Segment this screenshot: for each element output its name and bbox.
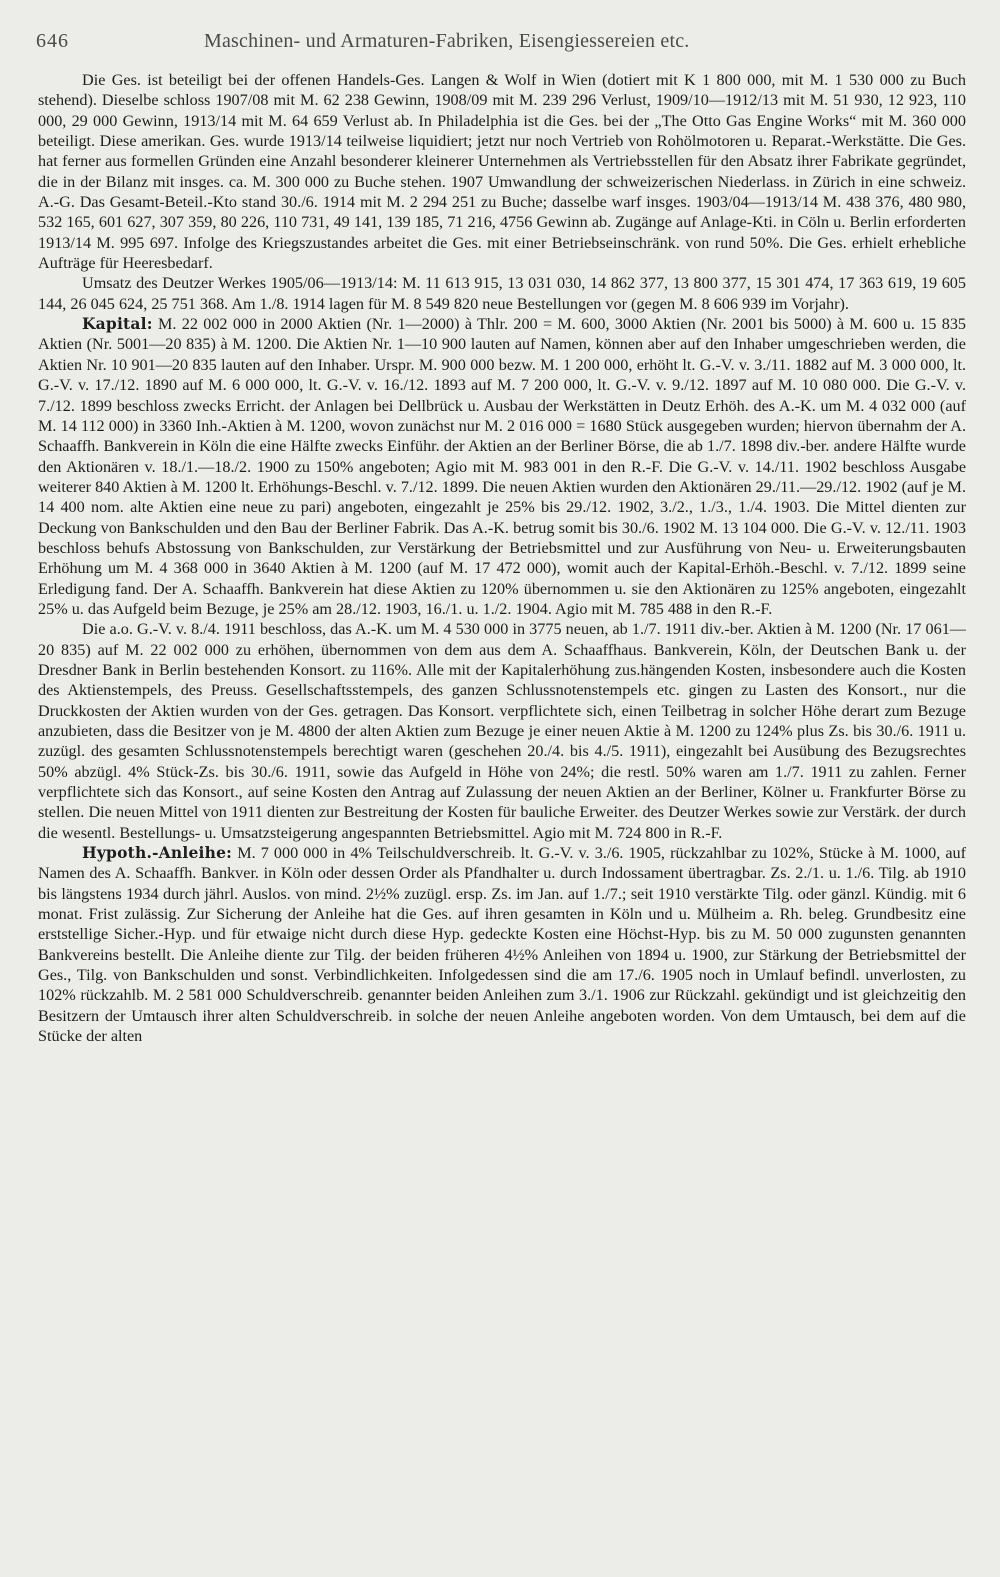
paragraph-text: Umsatz des Deutzer Werkes 1905/06—1913/14: M. 11 613 915, 13 031 030, 14 862 377, 13 800 377, 15 301 474, 17 363 619, 19 605 144, 26 045 624, 25 751 368. Am 1./8. 1914 lagen für M. 8 549 820 neue Bestellungen vor (gegen M. 8 606 939 im Vorjahr).	[38, 274, 966, 313]
paragraph-kapitalerhoehung-1911	[38, 619, 966, 843]
page-header	[36, 30, 966, 60]
section-label-hypoth-anleihe: Hypoth.-Anleihe:	[82, 843, 233, 863]
page-number: 646	[36, 30, 69, 52]
running-title: Maschinen- und Armaturen-Fabriken, Eisengiessereien etc.	[204, 30, 690, 52]
paragraph-text: M. 22 002 000 in 2000 Aktien (Nr. 1—2000) à Thlr. 200 = M. 600, 3000 Aktien (Nr. 2001 bis 5000) à M. 600 u. 15 835 Aktien (Nr. 5001—20 835) à M. 1200. Die Aktien Nr. 1—10 900 lauten auf Namen, können aber auf den Inhaber umgeschrieben werden, die Aktien Nr. 10 901—20 835 lauten auf den Inhaber. Urspr. M. 900 000 bezw. M. 1 200 000, erhöht lt. G.-V. v. 3./11. 1882 auf M. 3 000 000, lt. G.-V. v. 17./12. 1890 auf M. 6 000 000, lt. G.-V. v. 16./12. 1893 auf M. 7 200 000, lt. G.-V. v. 9./12. 1897 auf M. 10 080 000. Die G.-V. v. 7./12. 1899 beschloss zwecks Erricht. der Anlagen bei Dellbrück u. Ausbau der Werkstätten in Deutz Erhöh. des A.-K. um M. 4 032 000 (auf M. 14 112 000) in 3360 Inh.-Aktien à M. 1200, wovon zunächst nur M. 2 016 000 = 1680 Stück ausgegeben wurden; hiervon übernahm der A. Schaaffh. Bankverein in Köln die eine Hälfte zwecks Einführ. der Aktien an der Berliner Börse, die ab 1./7. 1898 div.-ber. andere Hälfte wurde den Aktionären v. 18./1.—18./2. 1900 zu 150% angeboten; Agio mit M. 983 001 in den R.-F. Die G.-V. v. 14./11. 1902 beschloss Ausgabe weiterer 840 Aktien à M. 1200 lt. Erhöhungs-Beschl. v. 7./12. 1899. Die neuen Aktien wurden den Aktionären 29./11.—29./12. 1902 (auf je M. 14 400 nom. alte Aktien eine neue zu pari) angeboten, eingezahlt je 25% bis 29./12. 1902, 3./2., 1./3., 1./4. 1903. Die Mittel dienten zur Deckung von Bankschulden und den Bau der Berliner Fabrik. Das A.-K. betrug somit bis 30./6. 1902 M. 13 104 000. Die G.-V. v. 12./11. 1903 beschloss behufs Abstossung von Bankschulden, zur Verstärkung der Betriebsmittel und zur Ausführung von Neu- u. Erweiterungsbauten Erhöhung um M. 4 368 000 in 3640 Aktien à M. 1200 (auf M. 17 472 000), womit auch der Kapital-Erhöh.-Beschl. v. 7./12. 1899 seine Erledigung fand. Der A. Schaaffh. Bankverein hat diese Aktien zu 120% übernommen u. sie den Aktionären zu 125% angeboten, eingezahlt 25% u. das Aufgeld beim Bezuge, je 25% am 28./12. 1903, 16./1. u. 1./2. 1904. Agio mit M. 785 488 in den R.-F.	[38, 315, 967, 618]
section-label-kapital: Kapital:	[82, 314, 153, 334]
body-text	[38, 70, 966, 1570]
paragraph-text: Die Ges. ist beteiligt bei der offenen Handels-Ges. Langen & Wolf in Wien (dotiert mit K 1 800 000, mit M. 1 530 000 zu Buch stehend). Dieselbe schloss 1907/08 mit M. 62 238 Gewinn, 1908/09 mit M. 239 296 Verlust, 1909/10—1912/13 mit M. 51 930, 12 923, 110 000, 29 000 Gewinn, 1913/14 mit M. 64 659 Verlust ab. In Philadelphia ist die Ges. bei der „The Otto Gas Engine Works“ mit M. 360 000 beteiligt. Diese amerikan. Ges. wurde 1913/14 teilweise liquidiert; jetzt nur noch Vertrieb von Rohölmotoren u. Reparat.-Werkstätte. Die Ges. hat ferner aus formellen Gründen eine Anzahl besonderer kleinerer Unternehmen als Vertriebsstellen für den Absatz ihrer Fabrikate gegründet, die in der Bilanz mit insges. ca. M. 300 000 zu Buche stehen. 1907 Umwandlung der schweizerischen Niederlass. in Zürich in eine schweiz. A.-G. Das Gesamt-Beteil.-Kto stand 30./6. 1914 mit M. 2 294 251 zu Buche; dasselbe warf insges. 1903/04—1913/14 M. 438 376, 480 980, 532 165, 601 627, 307 359, 80 226, 110 731, 49 141, 139 185, 71 216, 4756 Gewinn ab. Zugänge auf Anlage-Kti. in Cöln u. Berlin erforderten 1913/14 M. 995 697. Infolge des Kriegszustandes arbeitet die Ges. mit einer Betriebseinschränk. von rund 50%. Die Ges. erhielt erhebliche Aufträge für Heeresbedarf.	[38, 71, 966, 273]
paragraph-kapital	[38, 314, 966, 619]
paragraph-umsatz	[38, 273, 966, 314]
paragraph-hypoth-anleihe	[38, 843, 966, 1046]
paragraph-text: Die a.o. G.-V. v. 8./4. 1911 beschloss, das A.-K. um M. 4 530 000 in 3775 neuen, ab 1./7. 1911 div.-ber. Aktien à M. 1200 (Nr. 17 061—20 835) auf M. 22 002 000 zu erhöhen, übernommen von dem aus dem A. Schaaffhaus. Bankverein, Köln, der Deutschen Bank u. der Dresdner Bank in Berlin bestehenden Konsort. zu 116%. Alle mit der Kapitalerhöhung zus.hängenden Kosten, insbesondere auch die Kosten des Aktienstempels, des Preuss. Gesellschaftsstempels, des ganzen Schlussnotenstempels etc. gingen zu Lasten des Konsort., nur die Druckkosten der Aktien wurden von der Ges. getragen. Das Konsort. verpflichtete sich, einen Teilbetrag in solcher Höhe derart zum Bezuge anzubieten, dass die Besitzer von je M. 4800 der alten Aktien zum Bezuge je einer neuen Aktie à M. 1200 zu 124% plus Zs. bis 30./6. 1911 u. zuzügl. des gesamten Schlussnotenstempels berechtigt waren (geschehen 20./4. bis 4./5. 1911), eingezahlt bei Ausübung des Bezugsrechtes 50% abzügl. 4% Stück-Zs. bis 30./6. 1911, sowie das Aufgeld in Höhe von 24%; die restl. 50% waren am 1./7. 1911 zu zahlen. Ferner verpflichtete sich das Konsort., auf seine Kosten den Antrag auf Zulassung der neuen Aktien an der Berliner, Kölner u. Frankfurter Börse zu stellen. Die neuen Mittel von 1911 dienten zur Bestreitung der Kosten für bauliche Erweiter. des Deutzer Werkes sowie zur Verstärk. der durch die wesentl. Bestellungs- u. Umsatzsteigerung angespannten Betriebsmittel. Agio mit M. 724 800 in R.-F.	[38, 620, 966, 842]
paragraph-beteiligungen	[38, 70, 966, 273]
paragraph-text: M. 7 000 000 in 4% Teilschuldverschreib. lt. G.-V. v. 3./6. 1905, rückzahlbar zu 102%, Stücke à M. 1000, auf Namen des A. Schaaffh. Bankver. in Köln oder dessen Order als Pfandhalter u. durch Indossament übertragbar. Zs. 2./1. u. 1./6. Tilg. ab 1910 bis längstens 1934 durch jährl. Auslos. von mind. 2½% zuzügl. ersp. Zs. im Jan. auf 1./7.; seit 1910 verstärkte Tilg. oder gänzl. Kündig. mit 6 monat. Frist zulässig. Zur Sicherung der Anleihe hat die Ges. auf ihren gesamten in Köln und u. Mülheim a. Rh. beleg. Grundbesitz eine erststellige Sicher.-Hyp. und für etwaige nicht durch diese Hyp. gedeckte Kosten eine Höchst-Hyp. bis zu M. 50 000 zugunsten genannten Bankvereins bestellt. Die Anleihe diente zur Tilg. der beiden früheren 4½% Anleihen von 1894 u. 1900, zur Stärkung der Betriebsmittel der Ges., Tilg. von Bankschulden und sonst. Verbindlichkeiten. Infolgedessen sind die am 17./6. 1905 noch in Umlauf befindl. unverlosten, zu 102% rückzahlb. M. 2 581 000 Schuldverschreib. genannter beiden Anleihen zum 3./1. 1906 zur Rückzahl. gekündigt und ist gleichzeitig den Besitzern der Umtausch ihrer alten Schuldverschreib. in solche der neuen Anleihe angeboten worden. Von dem Umtausch, bei dem auf die Stücke der alten	[38, 844, 967, 1046]
